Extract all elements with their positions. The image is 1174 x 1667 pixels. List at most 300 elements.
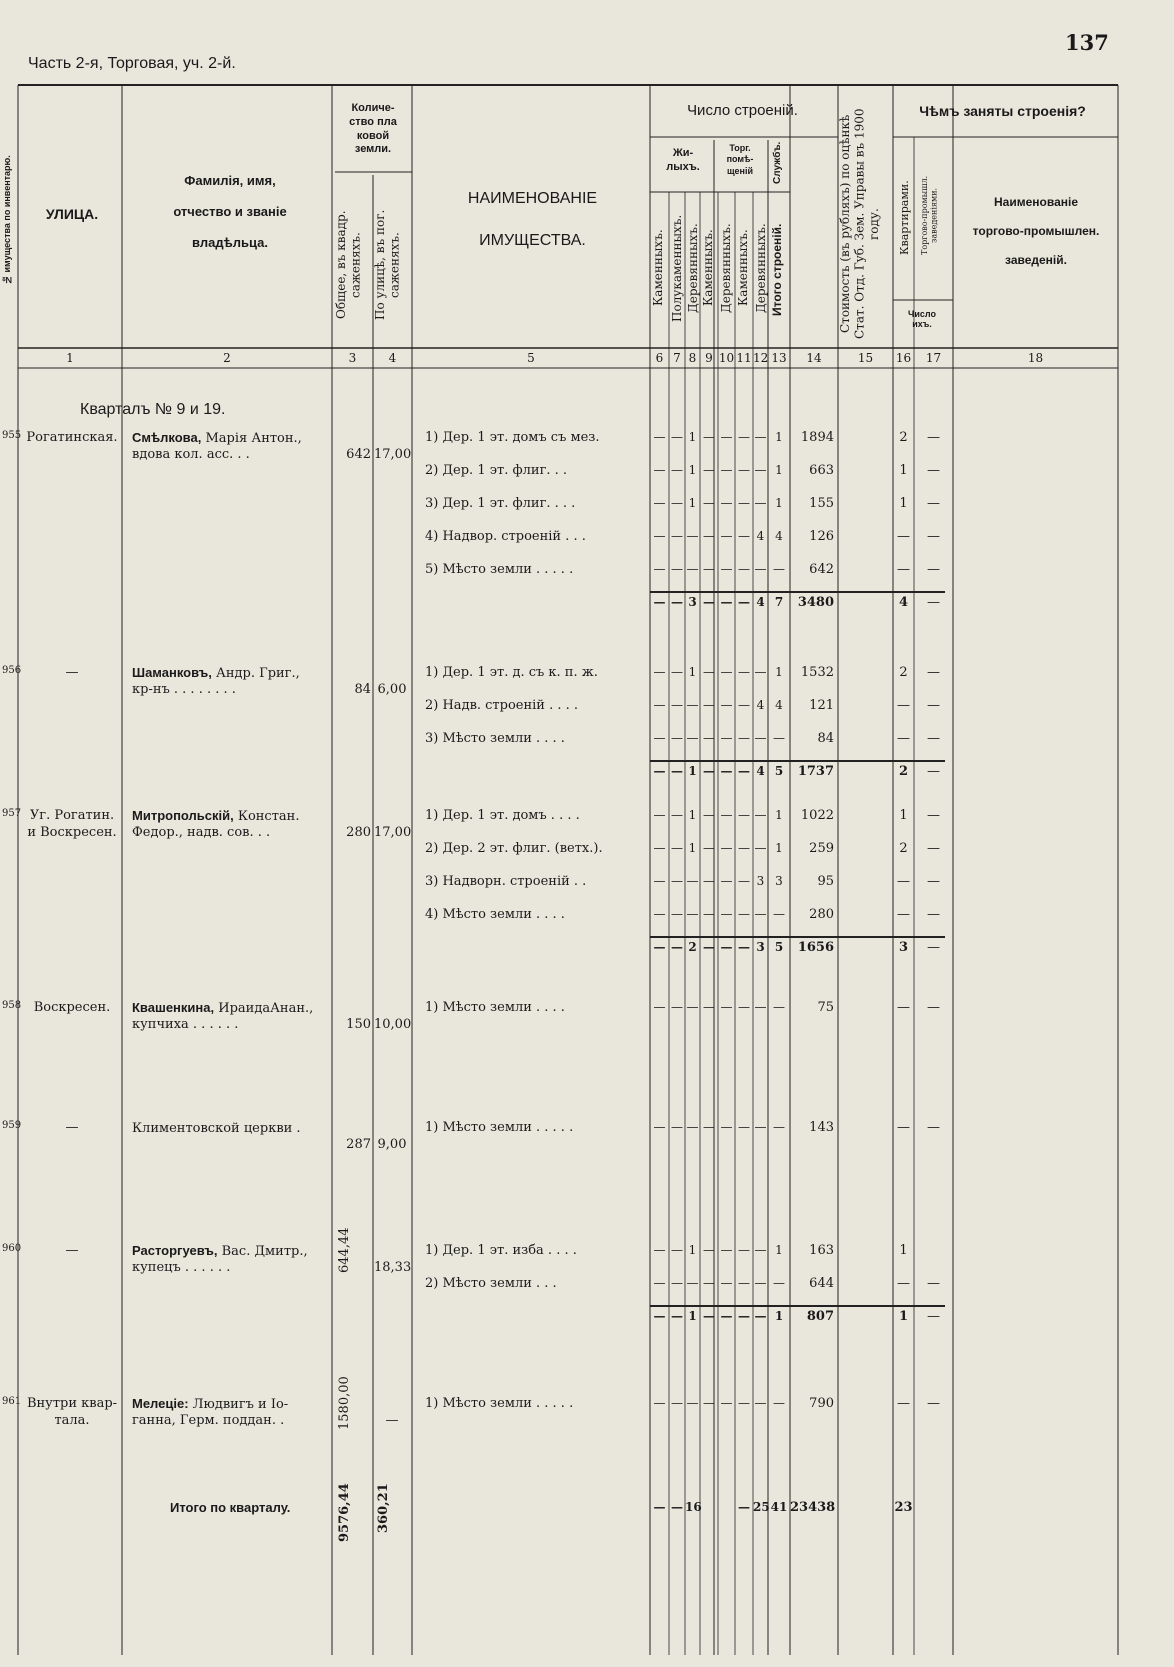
trade-cell: — — [927, 562, 940, 577]
apartments-cell: 2 — [898, 764, 909, 779]
count-cell: — — [720, 430, 733, 444]
header-material-5: Каменныхъ. — [736, 229, 750, 307]
count-cell: — — [653, 430, 666, 444]
entry-no: 959 — [2, 1120, 22, 1131]
valuation-cell: 790 — [809, 1396, 834, 1411]
count-cell: — — [720, 808, 733, 822]
apartments-cell: — — [897, 907, 910, 922]
count-cell: 4 — [775, 529, 783, 543]
header-material-2: Деревянныхъ. — [686, 223, 700, 313]
owner-surname: Квашенкина, — [132, 1000, 215, 1015]
owner-name — [132, 808, 299, 824]
owner-name — [132, 1000, 313, 1016]
column-number-15: 15 — [857, 351, 874, 365]
count-cell: — — [773, 562, 785, 576]
owner-surname: Мелеціе: — [132, 1396, 189, 1411]
valuation-cell: 3480 — [797, 595, 834, 610]
entry-no: 955 — [2, 430, 22, 441]
count-cell: — — [738, 698, 750, 712]
count-cell: — — [703, 907, 715, 921]
trade-cell: — — [927, 1309, 940, 1324]
header-service: Службъ. — [772, 141, 783, 184]
count-cell: — — [720, 1309, 733, 1323]
count-cell: 1 — [688, 1309, 697, 1323]
count-cell: — — [703, 1309, 715, 1323]
land-area: 150 — [346, 1017, 371, 1032]
apartments-cell: — — [897, 1000, 910, 1015]
count-cell: — — [653, 1000, 666, 1014]
count-cell: — — [738, 874, 750, 888]
land-front: — — [385, 1413, 399, 1428]
header-material-0: Каменныхъ. — [651, 229, 665, 307]
count-cell: — — [754, 665, 767, 679]
count-cell: 4 — [756, 698, 765, 712]
owner-line-2: ганна, Герм. поддан. . — [132, 1413, 285, 1428]
owner-surname: Расторгуевъ, — [132, 1243, 218, 1258]
entry-street: Уг. Рогатин. — [29, 808, 115, 823]
count-cell: — — [703, 562, 715, 576]
valuation-cell: 663 — [809, 463, 834, 478]
trade-cell: — — [927, 463, 940, 478]
count-cell: — — [671, 940, 683, 954]
grand-total-area: 9576,44 — [337, 1483, 352, 1543]
count-cell: — — [653, 562, 666, 576]
count-cell: — — [720, 496, 733, 510]
count-cell: — — [671, 1276, 683, 1290]
header-trade: Торг. помѣ- щеній — [726, 143, 754, 176]
count-cell: — — [703, 764, 715, 778]
header-property: НАИМЕНОВАНІЕ ИМУЩЕСТВА. — [467, 190, 598, 249]
count-cell: — — [738, 1120, 750, 1134]
count-cell: 5 — [774, 764, 784, 778]
land-area: 280 — [346, 825, 371, 840]
land-front: 18,33 — [374, 1260, 412, 1275]
owner-rest: Констан. — [233, 809, 300, 824]
count-cell: — — [653, 463, 666, 477]
entry-street: — — [65, 1243, 79, 1258]
header-material-1: Полукаменныхъ. — [670, 214, 684, 322]
owner-name — [132, 430, 302, 446]
count-cell: 1 — [688, 808, 697, 822]
column-number-7: 7 — [673, 351, 681, 365]
count-cell: — — [686, 731, 699, 745]
count-cell: 1 — [688, 496, 697, 510]
count-cell: — — [703, 430, 715, 444]
count-cell: 3 — [756, 940, 765, 954]
apartments-cell: 2 — [899, 430, 908, 445]
count-cell: — — [703, 496, 715, 510]
column-number-10: 10 — [718, 351, 735, 365]
count-cell: — — [773, 1276, 785, 1290]
owner-line-2: купчиха . . . . . . — [132, 1017, 239, 1032]
count-cell: — — [720, 562, 733, 576]
count-cell: — — [720, 1243, 733, 1257]
valuation-cell: 23438 — [790, 1500, 836, 1515]
count-cell: — — [720, 529, 733, 543]
valuation-cell: 84 — [817, 731, 834, 746]
property-item: 1) Мѣсто земли . . . . . — [425, 1120, 574, 1135]
count-cell: — — [720, 1000, 733, 1014]
count-cell: — — [671, 1500, 683, 1514]
column-number-11: 11 — [736, 351, 752, 365]
count-cell: — — [653, 1243, 666, 1257]
valuation-cell: 1532 — [800, 665, 834, 680]
apartments-cell: 4 — [898, 595, 909, 610]
count-cell: — — [671, 764, 683, 778]
owner-name — [132, 1243, 308, 1259]
count-cell: — — [738, 562, 750, 576]
header-land-qty: Количе- ство пла ковой земли. — [349, 102, 397, 156]
header-apartments: Квартирами. — [898, 180, 911, 255]
count-cell: 3 — [775, 874, 783, 888]
grand-total-label: Итого по кварталу. — [170, 1500, 291, 1515]
count-cell: 16 — [685, 1500, 702, 1514]
count-cell: 1 — [688, 841, 697, 855]
apartments-cell: — — [897, 1276, 910, 1291]
count-cell: — — [671, 841, 683, 855]
count-cell: — — [738, 463, 750, 477]
trade-cell: — — [927, 529, 940, 544]
count-cell: — — [720, 665, 733, 679]
header-total-buildings: Итого строеній. — [770, 223, 784, 317]
column-number-1: 1 — [66, 351, 74, 365]
trade-cell: — — [927, 1276, 940, 1291]
entry-no: 957 — [2, 808, 22, 819]
header-material-4: Деревянныхъ. — [719, 223, 733, 313]
trade-cell: — — [927, 808, 940, 823]
count-cell: 1 — [688, 665, 697, 679]
count-cell: 1 — [775, 496, 783, 510]
apartments-cell: — — [897, 1396, 910, 1411]
count-cell: — — [686, 698, 699, 712]
count-cell: — — [686, 1276, 699, 1290]
apartments-cell: 2 — [899, 841, 908, 856]
column-number-4: 4 — [388, 351, 397, 365]
valuation-cell: 1022 — [800, 808, 834, 823]
running-head: Часть 2-я, Торговая, уч. 2-й. — [28, 55, 236, 72]
count-cell: — — [738, 1243, 750, 1257]
owner-name — [132, 665, 300, 681]
count-cell: 3 — [756, 874, 765, 888]
column-number-14: 14 — [806, 351, 822, 365]
owner-surname: Смѣлкова, — [132, 430, 202, 445]
header-street: УЛИЦА. — [45, 206, 99, 222]
count-cell: — — [703, 940, 715, 954]
count-cell: — — [773, 1000, 785, 1014]
count-cell: — — [653, 1120, 666, 1134]
owner-rest: Вас. Дмитр., — [217, 1244, 308, 1259]
owner-name — [132, 1120, 301, 1136]
count-cell: — — [671, 1120, 683, 1134]
column-number-9: 9 — [705, 351, 713, 365]
count-cell: — — [671, 665, 683, 679]
count-cell: — — [671, 907, 683, 921]
entry-street: Воскресен. — [33, 1000, 111, 1015]
count-cell: — — [773, 907, 785, 921]
count-cell: — — [703, 1276, 715, 1290]
count-cell: — — [738, 595, 750, 609]
count-cell: — — [653, 907, 666, 921]
apartments-cell: — — [897, 529, 910, 544]
count-cell: — — [703, 595, 715, 609]
entry-no: 958 — [2, 1000, 22, 1011]
owner-rest: Андр. Григ., — [211, 666, 300, 681]
column-number-13: 13 — [771, 351, 787, 365]
count-cell: — — [703, 874, 715, 888]
count-cell: — — [653, 1309, 666, 1323]
count-cell: — — [720, 595, 733, 609]
owner-surname: Шаманковъ, — [132, 665, 212, 680]
header-buildings-count: Число строеній. — [687, 102, 798, 119]
count-cell: — — [653, 731, 666, 745]
trade-cell: — — [927, 940, 940, 955]
apartments-cell: — — [897, 731, 910, 746]
count-cell: — — [703, 665, 715, 679]
apartments-cell: 2 — [899, 665, 908, 680]
apartments-cell: — — [897, 698, 910, 713]
count-cell: — — [686, 1396, 699, 1410]
column-number-17: 17 — [925, 351, 942, 365]
header-trade-est: Торгово-промышл. заведеніями. — [920, 175, 939, 255]
count-cell: 1 — [688, 1243, 697, 1257]
property-item: 2) Дер. 2 эт. флиг. (ветх.). — [425, 841, 603, 856]
count-cell: 1 — [775, 463, 783, 477]
count-cell: — — [754, 1243, 767, 1257]
count-cell: — — [703, 1000, 715, 1014]
count-cell: — — [754, 463, 767, 477]
property-item: 1) Дер. 1 эт. изба . . . . — [425, 1243, 577, 1258]
count-cell: — — [738, 665, 750, 679]
apartments-cell: 1 — [899, 463, 908, 478]
count-cell: 1 — [775, 1243, 783, 1257]
count-cell: — — [754, 1000, 767, 1014]
count-cell: 1 — [775, 841, 783, 855]
count-cell: — — [703, 698, 715, 712]
header-material-3: Каменныхъ. — [701, 229, 715, 307]
trade-cell: — — [927, 595, 940, 610]
owner-rest: ИраидаАнан., — [214, 1001, 314, 1016]
count-cell: — — [738, 1276, 750, 1290]
count-cell: — — [738, 731, 750, 745]
count-cell: — — [671, 562, 683, 576]
count-cell: — — [738, 1000, 750, 1014]
count-cell: 1 — [688, 430, 697, 444]
count-cell: — — [686, 529, 699, 543]
owner-name — [132, 1396, 288, 1412]
valuation-cell: 75 — [817, 1000, 834, 1015]
entry-no: 956 — [2, 665, 22, 676]
trade-cell: — — [927, 907, 940, 922]
apartments-cell: 1 — [899, 1243, 908, 1258]
count-cell: — — [738, 841, 750, 855]
land-area: 287 — [346, 1137, 371, 1152]
property-item: 1) Дер. 1 эт. домъ съ мез. — [425, 430, 600, 445]
trade-cell: — — [927, 496, 940, 511]
count-cell: — — [738, 808, 750, 822]
count-cell: — — [754, 1276, 767, 1290]
count-cell: — — [686, 1120, 699, 1134]
valuation-cell: 121 — [809, 698, 834, 713]
trade-cell: — — [927, 1000, 940, 1015]
valuation-cell: 1656 — [797, 940, 834, 955]
header-owner: Фамилія, имя, отчество и званіе владѣльца. — [173, 173, 287, 251]
land-area: 1580,00 — [337, 1376, 352, 1430]
apartments-cell: — — [897, 1120, 910, 1135]
count-cell: — — [686, 1000, 699, 1014]
owner-rest: Климентовской церкви . — [132, 1121, 301, 1136]
entry-street: Рогатинская. — [26, 430, 118, 445]
count-cell: — — [671, 698, 683, 712]
count-cell: — — [671, 529, 683, 543]
count-cell: — — [671, 1243, 683, 1257]
count-cell: 4 — [756, 595, 765, 609]
property-item: 3) Мѣсто земли . . . . — [425, 731, 565, 746]
count-cell: — — [720, 1120, 733, 1134]
land-front: 10,00 — [374, 1017, 412, 1032]
count-cell: — — [773, 731, 785, 745]
count-cell: — — [671, 496, 683, 510]
valuation-cell: 644 — [809, 1276, 834, 1291]
count-cell: — — [754, 562, 767, 576]
owner-line-2: кр-нъ . . . . . . . . — [132, 682, 236, 697]
count-cell: 25 — [753, 1500, 770, 1514]
valuation-cell: 95 — [817, 874, 834, 889]
count-cell: — — [703, 463, 715, 477]
count-cell: — — [653, 665, 666, 679]
count-cell: — — [738, 907, 750, 921]
valuation-cell: 126 — [809, 529, 834, 544]
valuation-cell: 259 — [809, 841, 834, 856]
count-cell: — — [653, 940, 666, 954]
trade-cell: — — [927, 731, 940, 746]
count-cell: — — [686, 907, 699, 921]
count-cell: — — [754, 731, 767, 745]
valuation-cell: 143 — [809, 1120, 834, 1135]
property-item: 4) Мѣсто земли . . . . — [425, 907, 565, 922]
header-est-name: Наименованіе торгово-промышлен. заведеній. — [972, 195, 1100, 267]
land-front: 17,00 — [374, 447, 412, 462]
land-front: 17,00 — [374, 825, 412, 840]
apartments-cell: — — [897, 874, 910, 889]
count-cell: — — [671, 874, 683, 888]
count-cell: — — [720, 764, 733, 778]
count-cell: — — [671, 595, 683, 609]
count-cell: — — [720, 841, 733, 855]
header-count-of: Число ихъ. — [908, 309, 936, 329]
valuation-cell: 163 — [809, 1243, 834, 1258]
count-cell: — — [720, 907, 733, 921]
count-cell: — — [720, 1276, 733, 1290]
count-cell: — — [738, 1309, 750, 1323]
column-number-12: 12 — [753, 351, 769, 365]
count-cell: — — [703, 529, 715, 543]
column-number-18: 18 — [1027, 351, 1044, 365]
apartments-cell: — — [897, 562, 910, 577]
header-occupied: Чѣмъ заняты строенія? — [919, 103, 1086, 119]
column-number-2: 2 — [223, 351, 231, 365]
count-cell: — — [703, 1243, 715, 1257]
count-cell: 5 — [774, 940, 784, 954]
count-cell: 7 — [774, 595, 784, 609]
count-cell: — — [703, 841, 715, 855]
owner-rest: Марія Антон., — [201, 431, 302, 446]
land-front: 9,00 — [377, 1137, 407, 1152]
count-cell: — — [703, 731, 715, 745]
count-cell: — — [773, 1396, 785, 1410]
column-number-3: 3 — [348, 351, 357, 365]
count-cell: — — [754, 496, 767, 510]
count-cell: — — [738, 496, 750, 510]
count-cell: — — [671, 1000, 683, 1014]
count-cell: — — [720, 731, 733, 745]
property-item: 1) Мѣсто земли . . . . — [425, 1000, 565, 1015]
count-cell: — — [754, 808, 767, 822]
valuation-cell: 155 — [809, 496, 834, 511]
count-cell: — — [653, 1500, 666, 1514]
count-cell: — — [720, 1396, 733, 1410]
count-cell: — — [738, 529, 750, 543]
trade-cell: — — [927, 1396, 940, 1411]
trade-cell: — — [927, 841, 940, 856]
owner-line-2: вдова кол. асс. . . — [132, 447, 250, 462]
count-cell: 1 — [688, 764, 697, 778]
entry-street: — — [65, 665, 79, 680]
apartments-cell: 3 — [898, 940, 909, 955]
column-number-16: 16 — [895, 351, 912, 365]
count-cell: — — [703, 1396, 715, 1410]
count-cell: — — [738, 764, 750, 778]
entry-street-2: и Воскресен. — [27, 825, 117, 840]
owner-surname: Митропольскій, — [132, 808, 234, 823]
count-cell: — — [653, 1276, 666, 1290]
count-cell: 41 — [770, 1500, 788, 1514]
block-title: Кварталъ № 9 и 19. — [80, 401, 226, 418]
count-cell: — — [653, 529, 666, 543]
entry-street: — — [65, 1120, 79, 1135]
trade-cell: — — [927, 1120, 940, 1135]
count-cell: 4 — [775, 698, 783, 712]
column-number-6: 6 — [655, 351, 664, 365]
owner-rest: Людвигъ и Іо- — [188, 1397, 289, 1412]
property-item: 4) Надвор. строеній . . . — [425, 529, 586, 544]
apartments-cell: 23 — [894, 1500, 913, 1515]
count-cell: — — [754, 1120, 767, 1134]
header-valuation: Стоимость (въ рубляхъ) по оцѣнкѣ Стат. Отд. Губ. Зем. Управы въ 1900 году. — [838, 108, 881, 340]
land-area: 644,44 — [337, 1227, 352, 1273]
owner-line-2: Федор., надв. сов. . . — [132, 825, 271, 840]
count-cell: 1 — [688, 463, 697, 477]
entry-no: 961 — [2, 1396, 22, 1407]
count-cell: — — [738, 430, 750, 444]
trade-cell: — — [927, 430, 940, 445]
column-number-8: 8 — [688, 351, 697, 365]
property-item: 2) Мѣсто земли . . . — [425, 1276, 557, 1291]
property-item: 2) Дер. 1 эт. флиг. . . — [425, 463, 568, 478]
count-cell: — — [686, 874, 699, 888]
count-cell: — — [671, 1309, 683, 1323]
count-cell: — — [671, 1396, 683, 1410]
grand-total-front: 360,21 — [376, 1483, 391, 1533]
header-inv-no: № имущества по инвентарю. — [2, 155, 12, 285]
count-cell: 1 — [774, 1309, 784, 1323]
column-number-5: 5 — [527, 351, 535, 365]
valuation-cell: 807 — [806, 1309, 834, 1324]
header-land-street: По улицѣ, въ пог. саженяхъ. — [373, 209, 402, 321]
count-cell: — — [720, 874, 733, 888]
entry-street-2: тала. — [54, 1413, 90, 1428]
trade-cell: — — [927, 764, 940, 779]
valuation-cell: 642 — [809, 562, 834, 577]
